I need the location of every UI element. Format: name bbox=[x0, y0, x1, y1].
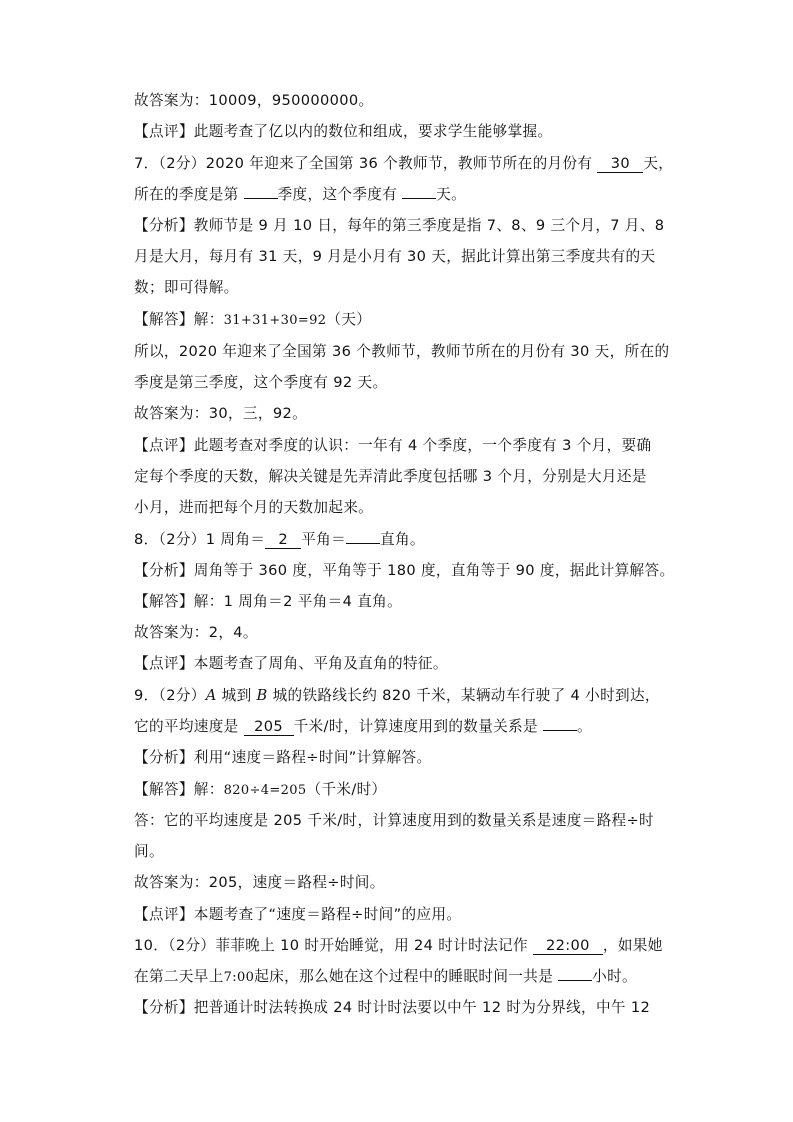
empty-blank bbox=[402, 198, 436, 199]
question-9-line-2: 它的平均速度是 205 千米/时，计算速度用到的数量关系是 。 bbox=[134, 718, 592, 735]
analysis-line: 月是大月，每月有 31 天，9 月是小月有 30 天，据此计算出第三季度共有的天 bbox=[134, 248, 656, 265]
answer-blank: 30 bbox=[597, 156, 643, 173]
comment-line: 【点评】本题考查了周角、平角及直角的特征。 bbox=[134, 655, 448, 672]
comment-line: 小月，进而把每个月的天数加起来。 bbox=[134, 499, 374, 516]
comment-line: 定每个季度的天数，解决关键是先弄清此季度包括哪 3 个月，分别是大月还是 bbox=[134, 468, 647, 485]
question-8-line: 8．（2分）1 周角＝ 2 平角＝ 直角。 bbox=[134, 531, 425, 548]
solution-line: 季度是第三季度，这个季度有 92 天。 bbox=[134, 374, 388, 391]
answer-blank: 22:00 bbox=[533, 938, 603, 955]
question-10-line-1: 10．（2分）菲菲晚上 10 时开始睡觉，用 24 时计时法记作 22:00 ，如果她 bbox=[134, 937, 663, 954]
solution-line: 【解答】解：820÷4=205（千米/时） bbox=[134, 781, 387, 798]
analysis-line: 【分析】教师节是 9 月 10 日，每年的第三季度是指 7、8、9 三个月，7 月、8 bbox=[134, 217, 665, 234]
answer-line: 故答案为：2，4。 bbox=[134, 624, 258, 641]
comment-line: 【点评】此题考查了亿以内的数位和组成，要求学生能够掌握。 bbox=[134, 123, 553, 140]
answer-blank: 205 bbox=[244, 719, 294, 736]
comment-line: 【点评】此题考查对季度的认识：一年有 4 个季度，一个季度有 3 个月，要确 bbox=[134, 437, 652, 454]
solution-line: 所以，2020 年迎来了全国第 36 个教师节，教师节所在的月份有 30 天，所在的 bbox=[134, 343, 670, 360]
analysis-line: 【分析】利用“速度＝路程÷时间”计算解答。 bbox=[134, 749, 432, 766]
comment-line: 【点评】本题考查了“速度＝路程÷时间”的应用。 bbox=[134, 906, 462, 923]
answer-line: 故答案为：205，速度＝路程÷时间。 bbox=[134, 874, 385, 891]
empty-blank bbox=[558, 980, 592, 981]
solution-line: 【解答】解：1 周角＝2 平角＝4 直角。 bbox=[134, 593, 403, 610]
equation: 820÷4=205 bbox=[223, 783, 307, 798]
question-10-line-2: 在第二天早上7:00起床，那么她在这个过程中的睡眠时间一共是 小时。 bbox=[134, 968, 637, 985]
empty-blank bbox=[244, 198, 278, 199]
answer-line: 故答案为：30，三，92。 bbox=[134, 405, 308, 422]
empty-blank bbox=[543, 730, 577, 731]
answer-line: 故答案为：10009，950000000。 bbox=[134, 92, 374, 109]
equation: 31+31+30=92 bbox=[223, 313, 327, 328]
analysis-line: 【分析】周角等于 360 度，平角等于 180 度，直角等于 90 度，据此计算解答。 bbox=[134, 562, 675, 579]
analysis-line: 【分析】把普通计时法转换成 24 时计时法要以中午 12 时为分界线，中午 12 bbox=[134, 999, 651, 1016]
solution-line: 【解答】解：31+31+30=92（天） bbox=[134, 311, 372, 328]
question-9-line-1: 9．（2分）A 城到 B 城的铁路线长约 820 千米，某辆动车行驶了 4 小时到达， bbox=[134, 687, 660, 704]
question-7-line-1: 7．（2分）2020 年迎来了全国第 36 个教师节，教师节所在的月份有 30 天， bbox=[134, 155, 674, 172]
analysis-line: 数；即可得解。 bbox=[134, 279, 239, 296]
solution-line: 答：它的平均速度是 205 千米/时，计算速度用到的数量关系是速度＝路程÷时 bbox=[134, 812, 654, 829]
empty-blank bbox=[346, 543, 380, 544]
answer-blank: 2 bbox=[265, 532, 301, 549]
question-7-line-2: 所在的季度是第 季度，这个季度有 天。 bbox=[134, 186, 467, 203]
solution-line: 间。 bbox=[134, 843, 164, 860]
